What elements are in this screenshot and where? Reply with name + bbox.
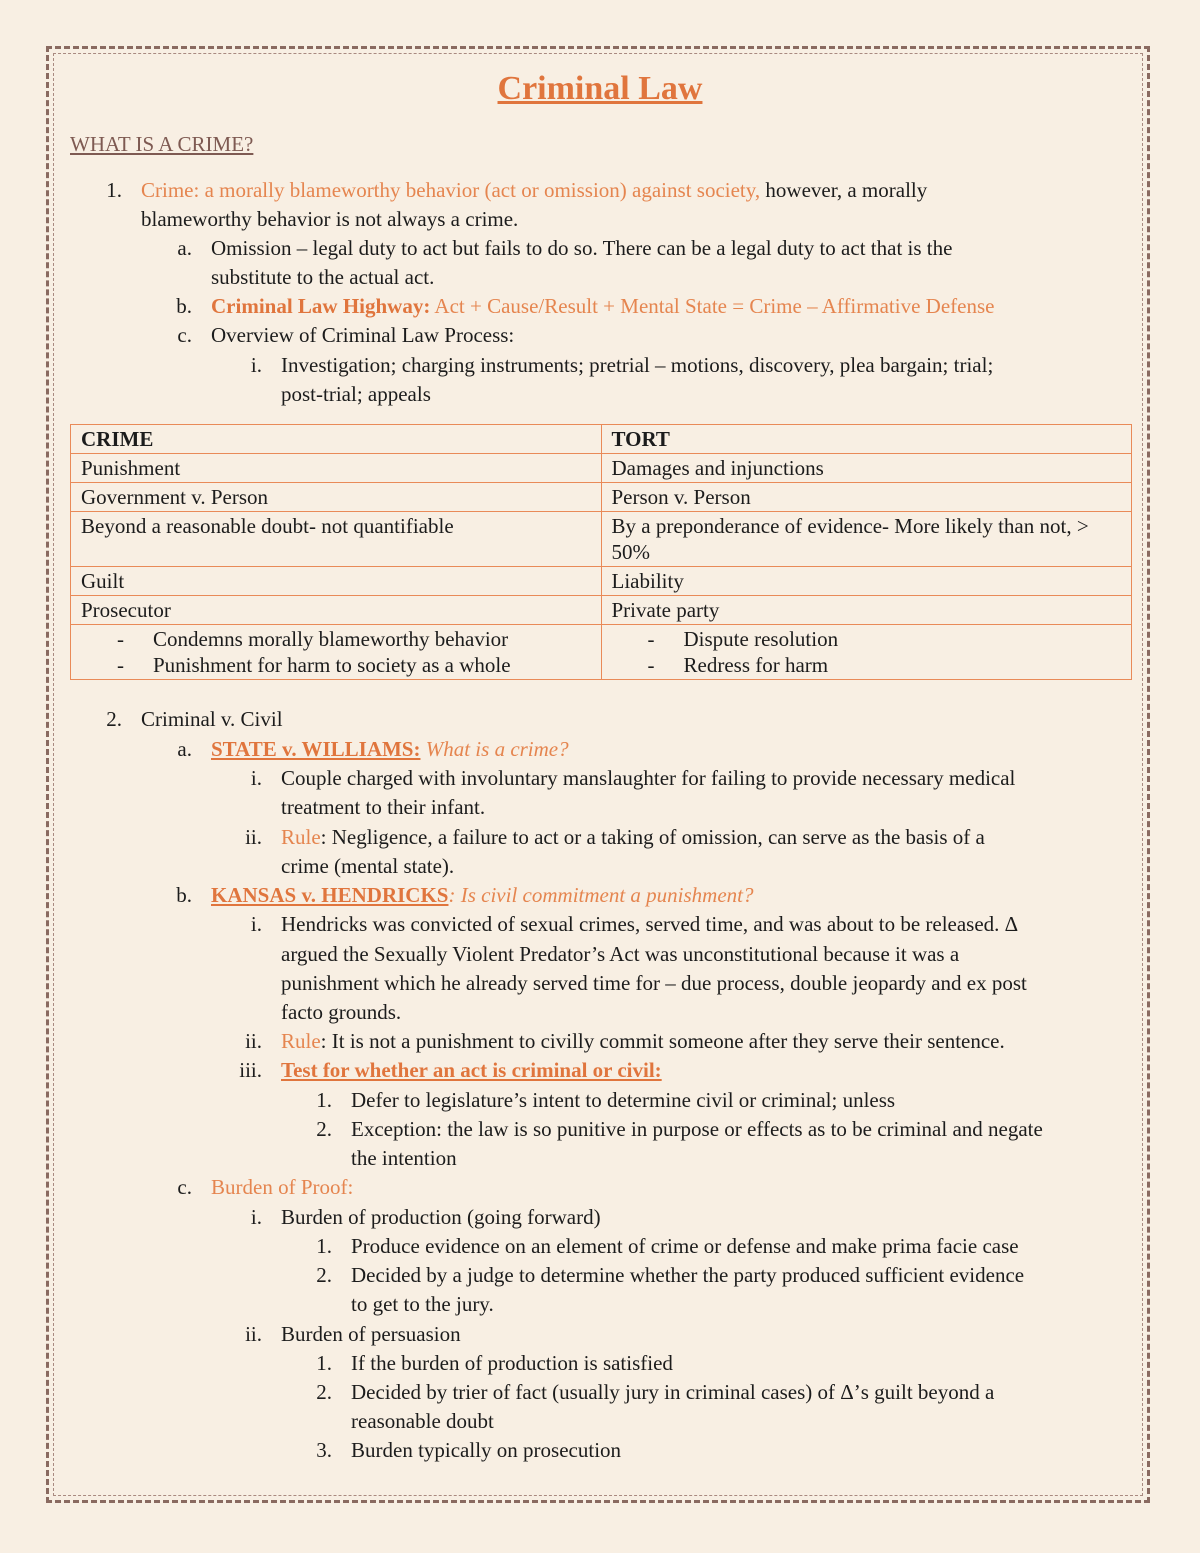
omission-text: Omission – legal duty to act but fails to do so. There can be a legal duty to act that is the [211,236,953,260]
criminal-v-civil: Criminal v. Civil [141,707,283,731]
burden-of-production: Burden of production (going forward) [281,1205,601,1229]
table-row [71,567,1132,596]
burden-of-proof-heading: Burden of Proof: [211,1175,354,1199]
list-marker: i. [250,766,262,790]
table-cell: Beyond a reasonable doubt- not quantifiable [71,512,602,567]
criminal-civil-test-heading: Test for whether an act is criminal or civil: [281,1058,662,1082]
section-heading: WHAT IS A CRIME? [70,132,254,156]
list-marker: 2. [316,1380,332,1404]
list-marker: iii. [239,1058,262,1082]
crime-definition [141,176,927,205]
list-marker: i. [250,1205,262,1229]
rule-label: Rule [281,825,321,849]
persuasion-step-2: Decided by trier of fact (usually jury in criminal cases) of Δ’s guilt beyond a [351,1380,995,1404]
table-header-tort: TORT [601,425,1132,454]
list-marker: a. [177,236,192,260]
item-number: 1. [106,178,122,202]
table-cell: Government v. Person [71,483,602,512]
list-item: - Dispute resolution [647,627,839,651]
list-item: - Punishment for harm to society as a whole [117,653,511,677]
crime-vs-tort-table [70,424,1132,680]
process-steps: Investigation; charging instruments; pretrial – motions, discovery, plea bargain; trial; [281,353,994,377]
table-row [71,512,1132,567]
list-marker: a. [177,737,192,761]
table-cell-bullets [601,625,1132,680]
highway-label: Criminal Law Highway: [211,294,431,318]
case-name: KANSAS v. HENDRICKS [211,883,449,907]
williams-rule-line2: crime (mental state). [281,854,455,878]
table-cell: Punishment [71,454,602,483]
hendricks-facts-line4: facto grounds. [281,1000,402,1024]
williams-facts-line2: treatment to their infant. [281,795,486,819]
crime-definition-rest: however, a morally [760,178,928,202]
table-cell-bullets [71,625,602,680]
table-cell: Prosecutor [71,596,602,625]
persuasion-step-1: If the burden of production is satisfied [351,1351,673,1375]
test-step-2-line2: the intention [351,1146,457,1170]
test-step-2: Exception: the law is so punitive in purpose or effects as to be criminal and negate [351,1117,1043,1141]
list-marker: 3. [316,1438,332,1462]
list-marker: 1. [316,1351,332,1375]
case-state-v-williams [211,735,569,764]
list-item: - Redress for harm [647,653,829,677]
hendricks-facts-line3: punishment which he already served time for – due process, double jeopardy and ex post [281,971,1027,995]
table-cell: Private party [601,596,1132,625]
case-question: What is a crime? [420,737,569,761]
list-marker: b. [176,883,192,907]
table-row [71,596,1132,625]
persuasion-step-3: Burden typically on prosecution [351,1438,622,1462]
crime-definition-line2: blameworthy behavior is not always a crime. [141,207,519,231]
list-marker: ii. [245,1029,262,1053]
item-number: 2. [106,707,122,731]
hendricks-rule: Rule: It is not a punishment to civilly commit someone after they serve their sentence. [281,1029,1005,1053]
production-step-1: Produce evidence on an element of crime or defense and make prima facie case [351,1234,1019,1258]
list-marker: ii. [245,1322,262,1346]
highway-formula: Act + Cause/Result + Mental State = Crime – Affirmative Defense [430,294,995,318]
table-row [71,454,1132,483]
list-marker: 1. [316,1088,332,1112]
burden-of-persuasion: Burden of persuasion [281,1322,461,1346]
list-marker: i. [250,353,262,377]
williams-rule: Rule: Negligence, a failure to act or a taking of omission, can serve as the basis of a [281,825,985,849]
production-step-2-line2: to get to the jury. [351,1292,494,1316]
list-item: - Condemns morally blameworthy behavior [117,627,509,651]
list-marker: c. [177,1175,192,1199]
list-marker: b. [176,294,192,318]
rule-label: Rule [281,1029,321,1053]
hendricks-facts-line2: argued the Sexually Violent Predator’s Act was unconstitutional because it was a [281,942,960,966]
table-cell: By a preponderance of evidence- More likely than not, > 50% [601,512,1132,567]
persuasion-step-2-line2: reasonable doubt [351,1409,494,1433]
criminal-law-highway [211,292,994,321]
process-overview: Overview of Criminal Law Process: [211,323,515,347]
list-marker: i. [250,912,262,936]
case-question: : Is civil commitment a punishment? [448,883,754,907]
case-name: STATE v. WILLIAMS: [211,737,421,761]
table-cell: Person v. Person [601,483,1132,512]
list-marker: c. [177,323,192,347]
list-marker: 1. [316,1234,332,1258]
test-step-1: Defer to legislature’s intent to determine civil or criminal; unless [351,1088,896,1112]
table-row [71,625,1132,680]
hendricks-facts: Hendricks was convicted of sexual crimes, served time, and was about to be released. Δ [281,912,1019,936]
list-marker: 2. [316,1117,332,1141]
williams-facts: Couple charged with involuntary manslaughter for failing to provide necessary medical [281,766,1016,790]
crime-definition-highlight: Crime: a morally blameworthy behavior (act or omission) against society, [141,178,761,202]
table-cell: Guilt [71,567,602,596]
table-cell: Damages and injunctions [601,454,1132,483]
table-header-crime: CRIME [71,425,602,454]
table-row [71,483,1132,512]
table-cell: Liability [601,567,1132,596]
case-kansas-v-hendricks [211,881,754,910]
document-title: Criminal Law [497,70,703,107]
list-marker: 2. [316,1263,332,1287]
omission-text-line2: substitute to the actual act. [211,265,435,289]
table-header-row [71,425,1132,454]
list-marker: ii. [245,825,262,849]
production-step-2: Decided by a judge to determine whether the party produced sufficient evidence [351,1263,1025,1287]
process-steps-line2: post-trial; appeals [281,382,431,406]
